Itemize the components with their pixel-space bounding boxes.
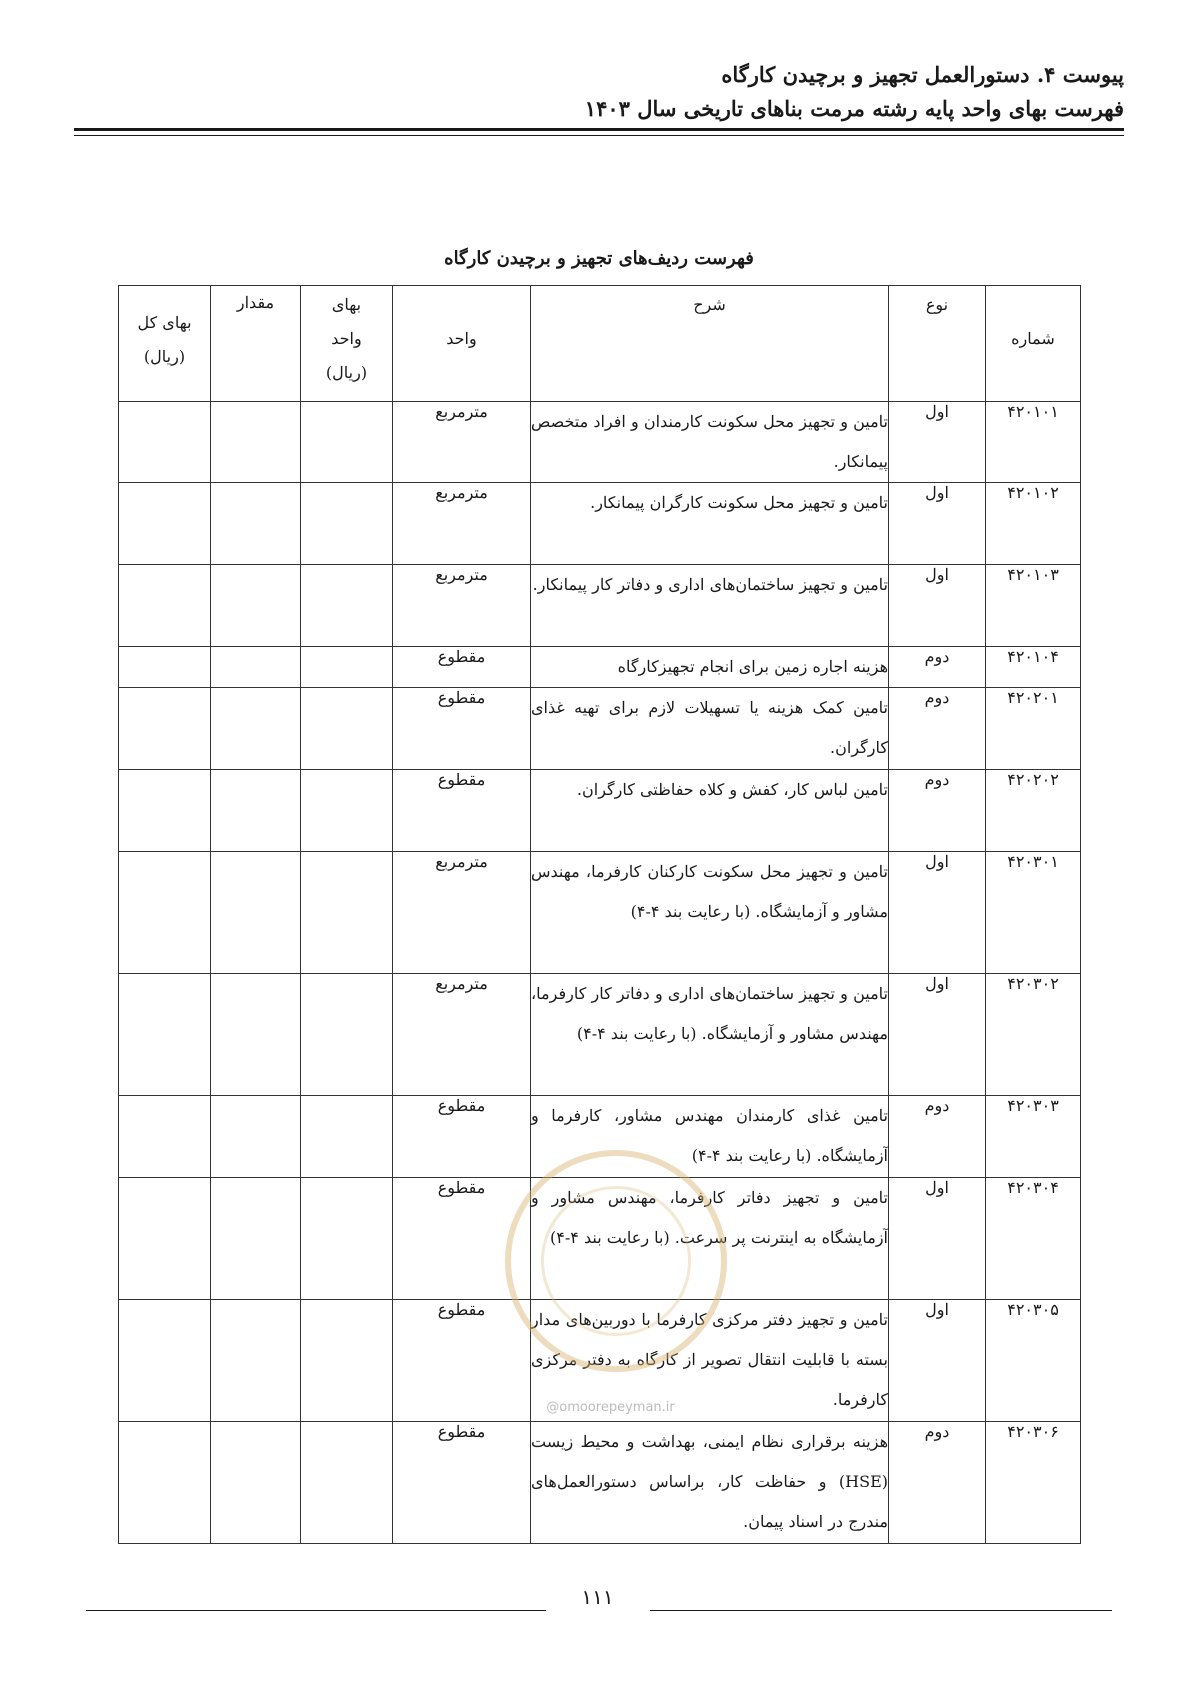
row-type: دوم	[889, 1422, 986, 1544]
row-description: تامین و تجهیز محل سکونت کارکنان کارفرما، مهندس مشاور و آزمایشگاه. (با رعایت بند ۴-۴)	[531, 852, 889, 974]
row-total-price	[119, 565, 211, 647]
row-number: ۴۲۰۱۰۴	[986, 647, 1081, 688]
table-row	[119, 565, 1081, 647]
row-total-price	[119, 1178, 211, 1300]
row-quantity	[211, 483, 301, 565]
row-quantity	[211, 688, 301, 770]
row-number: ۴۲۰۲۰۲	[986, 770, 1081, 852]
row-total-price	[119, 483, 211, 565]
row-unit-price	[301, 647, 393, 688]
row-description: تامین و تجهیز دفتر مرکزی کارفرما با دوربین‌های مدار بسته با قابلیت انتقال تصویر از کارگاه به دفتر مرکزی کارفرما.	[531, 1300, 889, 1422]
row-unit: مقطوع	[393, 1422, 531, 1544]
column-header-unit-label: واحد	[446, 329, 477, 348]
row-number: ۴۲۰۳۰۱	[986, 852, 1081, 974]
row-total-price	[119, 1422, 211, 1544]
row-unit: مترمربع	[393, 974, 531, 1096]
row-type: دوم	[889, 1096, 986, 1178]
row-type: اول	[889, 565, 986, 647]
column-header-number-label: شماره	[1011, 329, 1055, 348]
table-title: فهرست ردیف‌های تجهیز و برچیدن کارگاه	[444, 248, 754, 269]
footer-divider-left	[86, 1610, 546, 1611]
row-total-price	[119, 852, 211, 974]
items-table	[118, 285, 1081, 1544]
row-total-price	[119, 1300, 211, 1422]
row-type: اول	[889, 402, 986, 483]
row-number: ۴۲۰۳۰۲	[986, 974, 1081, 1096]
row-quantity	[211, 647, 301, 688]
row-number: ۴۲۰۱۰۳	[986, 565, 1081, 647]
row-description: تامین و تجهیز محل سکونت کارگران پیمانکار.	[531, 483, 889, 565]
page-number: ۱۱۱	[581, 1585, 614, 1609]
row-number: ۴۲۰۳۰۵	[986, 1300, 1081, 1422]
row-number: ۴۲۰۳۰۳	[986, 1096, 1081, 1178]
row-quantity	[211, 565, 301, 647]
row-number: ۴۲۰۲۰۱	[986, 688, 1081, 770]
row-total-price	[119, 1096, 211, 1178]
table-row	[119, 402, 1081, 483]
row-unit-price	[301, 402, 393, 483]
page-header	[72, 58, 1124, 126]
row-unit: مقطوع	[393, 688, 531, 770]
row-description: تامین و تجهیز ساختمان‌های اداری و دفاتر کار پیمانکار.	[531, 565, 889, 647]
row-description: تامین و تجهیز محل سکونت کارمندان و افراد متخصص پیمانکار.	[531, 402, 889, 483]
row-type: اول	[889, 483, 986, 565]
row-type: اول	[889, 974, 986, 1096]
row-unit-price	[301, 688, 393, 770]
row-unit: مترمربع	[393, 565, 531, 647]
row-unit: مقطوع	[393, 1096, 531, 1178]
column-header-number	[986, 286, 1081, 402]
table-row	[119, 483, 1081, 565]
row-description: تامین و تجهیز دفاتر کارفرما، مهندس مشاور و آزمایشگاه به اینترنت پر سرعت. (با رعایت بند ۴-۴)	[531, 1178, 889, 1300]
header-divider	[74, 128, 1124, 131]
row-total-price	[119, 688, 211, 770]
row-description: تامین غذای کارمندان مهندس مشاور، کارفرما و آزمایشگاه. (با رعایت بند ۴-۴)	[531, 1096, 889, 1178]
row-quantity	[211, 1300, 301, 1422]
row-description: تامین و تجهیز ساختمان‌های اداری و دفاتر کار کارفرما، مهندس مشاور و آزمایشگاه. (با رعایت بند ۴-۴)	[531, 974, 889, 1096]
row-unit-price	[301, 1096, 393, 1178]
document-subtitle: فهرست بهای واحد پایه رشته مرمت بناهای تاریخی سال ۱۴۰۳	[584, 96, 1124, 121]
table-row	[119, 770, 1081, 852]
row-total-price	[119, 647, 211, 688]
row-quantity	[211, 852, 301, 974]
row-quantity	[211, 770, 301, 852]
row-type: اول	[889, 1300, 986, 1422]
row-total-price	[119, 974, 211, 1096]
table-row	[119, 647, 1081, 688]
row-description: هزینه اجاره زمین برای انجام تجهیزکارگاه	[531, 647, 889, 688]
row-type: اول	[889, 852, 986, 974]
row-type: دوم	[889, 647, 986, 688]
column-header-unit-price-line1: بهای	[331, 295, 362, 314]
column-header-total-price-line1: بهای کل	[137, 313, 192, 332]
row-unit: مقطوع	[393, 1300, 531, 1422]
column-header-unit-price-line2: واحد	[331, 329, 362, 348]
row-unit-price	[301, 852, 393, 974]
column-header-type	[889, 286, 986, 402]
row-unit: مقطوع	[393, 647, 531, 688]
row-unit-price	[301, 770, 393, 852]
watermark-text: @omoorepeyman.ir	[546, 1400, 675, 1415]
row-quantity	[211, 402, 301, 483]
footer-divider-right	[650, 1610, 1112, 1611]
table-row	[119, 974, 1081, 1096]
row-unit-price	[301, 974, 393, 1096]
row-unit-price	[301, 1300, 393, 1422]
row-unit: مترمربع	[393, 852, 531, 974]
header-divider-thin	[74, 135, 1124, 136]
document-title: پیوست ۴. دستورالعمل تجهیز و برچیدن کارگاه	[721, 62, 1124, 87]
row-total-price	[119, 402, 211, 483]
column-header-quantity	[211, 286, 301, 402]
column-header-unit-price-line3: (ریال)	[325, 363, 368, 382]
row-type: اول	[889, 1178, 986, 1300]
row-unit: مترمربع	[393, 483, 531, 565]
table-row	[119, 1178, 1081, 1300]
row-unit-price	[301, 1422, 393, 1544]
row-quantity	[211, 1178, 301, 1300]
row-quantity	[211, 974, 301, 1096]
table-row	[119, 1096, 1081, 1178]
column-header-unit	[393, 286, 531, 402]
table-row	[119, 688, 1081, 770]
row-quantity	[211, 1096, 301, 1178]
row-number: ۴۲۰۱۰۱	[986, 402, 1081, 483]
column-header-total-price-line2: (ریال)	[143, 347, 186, 366]
column-header-total-price	[119, 286, 211, 402]
row-type: دوم	[889, 688, 986, 770]
table-header-row	[119, 286, 1081, 402]
column-header-unit-price	[301, 286, 393, 402]
row-description: تامین کمک هزینه یا تسهیلات لازم برای تهیه غذای کارگران.	[531, 688, 889, 770]
table-row	[119, 852, 1081, 974]
row-unit-price	[301, 483, 393, 565]
row-unit-price	[301, 1178, 393, 1300]
column-header-type-label: نوع	[925, 295, 949, 314]
row-number: ۴۲۰۳۰۶	[986, 1422, 1081, 1544]
row-total-price	[119, 770, 211, 852]
row-number: ۴۲۰۱۰۲	[986, 483, 1081, 565]
row-unit-price	[301, 565, 393, 647]
row-description: تامین لباس کار، کفش و کلاه حفاظتی کارگران.	[531, 770, 889, 852]
row-type: دوم	[889, 770, 986, 852]
row-number: ۴۲۰۳۰۴	[986, 1178, 1081, 1300]
table-row	[119, 1422, 1081, 1544]
row-unit: مترمربع	[393, 402, 531, 483]
column-header-description-label: شرح	[693, 295, 726, 314]
row-unit: مقطوع	[393, 1178, 531, 1300]
column-header-description	[531, 286, 889, 402]
table-row	[119, 1300, 1081, 1422]
row-description: هزینه برقراری نظام ایمنی، بهداشت و محیط زیست (HSE) و حفاظت کار، براساس دستورالعمل‌های مندرج در اسناد پیمان.	[531, 1422, 889, 1544]
column-header-quantity-label: مقدار	[236, 293, 275, 312]
row-quantity	[211, 1422, 301, 1544]
row-unit: مقطوع	[393, 770, 531, 852]
